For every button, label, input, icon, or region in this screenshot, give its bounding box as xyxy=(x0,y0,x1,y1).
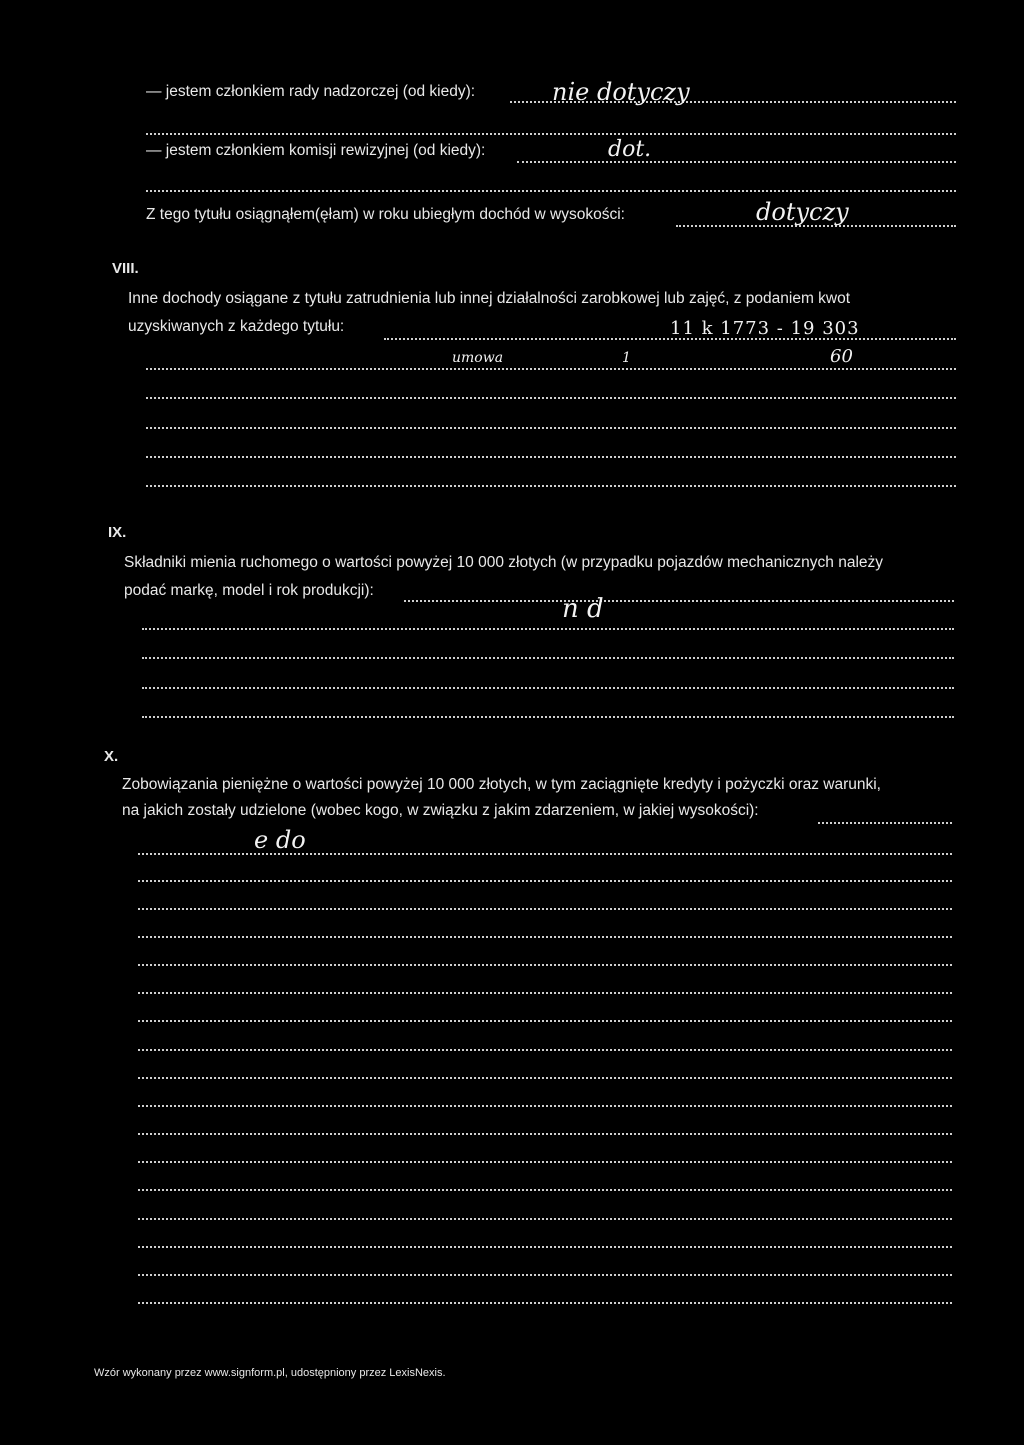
zobowiazania-field-line[interactable] xyxy=(138,1049,952,1051)
zobowiazania-field-line[interactable] xyxy=(138,1274,952,1276)
section-viii-number: VIII. xyxy=(112,260,139,277)
inne-dochody-field-line6[interactable] xyxy=(146,485,956,487)
zobowiazania-field-line[interactable] xyxy=(138,964,952,966)
komisja-label: — jestem członkiem komisji rewizyjnej (od kiedy): xyxy=(146,142,486,159)
zobowiazania-field-line[interactable] xyxy=(138,1077,952,1079)
zobowiazania-field-line[interactable] xyxy=(138,1161,952,1163)
komisja-field[interactable] xyxy=(517,161,956,163)
inne-dochody-field-line2[interactable] xyxy=(146,368,956,370)
zobowiazania-field-line[interactable] xyxy=(138,992,952,994)
mienie-field-line2[interactable] xyxy=(142,628,954,630)
inne-dochody-field-line3[interactable] xyxy=(146,397,956,399)
inne-dochody-field-line5[interactable] xyxy=(146,456,956,458)
zobowiazania-field-line[interactable] xyxy=(138,880,952,882)
section-x-number: X. xyxy=(104,748,119,765)
mienie-field[interactable] xyxy=(404,600,954,602)
zobowiazania-field-line[interactable] xyxy=(138,1302,952,1304)
inne-dochody-value-amount: 60 xyxy=(830,346,853,367)
inne-dochody-value-word: umowa xyxy=(452,350,504,366)
section-ix-heading-line1: Składniki mienia ruchomego o wartości powyżej 10 000 złotych (w przypadku pojazdów mechanicznych należy xyxy=(124,554,884,571)
section-viii-heading-line2: uzyskiwanych z każdego tytułu: xyxy=(128,318,345,335)
inne-dochody-value-mark: 1 xyxy=(622,350,631,366)
mienie-field-line4[interactable] xyxy=(142,687,954,689)
section-x-heading-line1: Zobowiązania pieniężne o wartości powyżej 10 000 złotych, w tym zaciągnięte kredyty i pożyczki oraz warunki, xyxy=(122,776,881,793)
mienie-field-line5[interactable] xyxy=(142,716,954,718)
mienie-value: n d xyxy=(562,594,604,624)
komisja-field-line2[interactable] xyxy=(146,190,956,192)
zobowiazania-field-line[interactable] xyxy=(138,1246,952,1248)
zobowiazania-field-line[interactable] xyxy=(138,1020,952,1022)
zobowiazania-field-line[interactable] xyxy=(138,1133,952,1135)
section-ix-heading-line2: podać markę, model i rok produkcji): xyxy=(124,582,374,599)
komisja-value: dot. xyxy=(608,137,652,162)
mienie-field-line3[interactable] xyxy=(142,657,954,659)
section-ix-number: IX. xyxy=(108,524,127,541)
section-viii-heading-line1: Inne dochody osiągane z tytułu zatrudnienia lub innej działalności zarobkowej lub zajęć, z podaniem kwot xyxy=(128,290,851,307)
section-x-heading-line2: na jakich zostały udzielone (wobec kogo, w związku z jakim zdarzeniem, w jakiej wysokości): xyxy=(122,802,759,819)
dochod-label: Z tego tytułu osiągnąłem(ęłam) w roku ubiegłym dochód w wysokości: xyxy=(146,206,625,223)
dochod-value: dotyczy xyxy=(756,198,849,226)
rada-nadzorcza-label: — jestem członkiem rady nadzorczej (od kiedy): xyxy=(146,83,476,100)
rada-nadzorcza-field-line2[interactable] xyxy=(146,133,956,135)
inne-dochody-value-line1: 11 k 1773 - 19 303 xyxy=(670,318,860,339)
zobowiazania-field-line[interactable] xyxy=(138,1218,952,1220)
zobowiazania-field-line[interactable] xyxy=(138,1105,952,1107)
zobowiazania-field-line[interactable] xyxy=(138,1189,952,1191)
zobowiazania-field[interactable] xyxy=(818,822,952,824)
rada-nadzorcza-value: nie dotyczy xyxy=(552,78,690,106)
zobowiazania-value: e do xyxy=(254,826,306,854)
footer-note: Wzór wykonany przez www.signform.pl, udostępniony przez LexisNexis. xyxy=(94,1367,446,1379)
zobowiazania-field-line[interactable] xyxy=(138,936,952,938)
zobowiazania-field-line[interactable] xyxy=(138,908,952,910)
inne-dochody-field-line4[interactable] xyxy=(146,427,956,429)
